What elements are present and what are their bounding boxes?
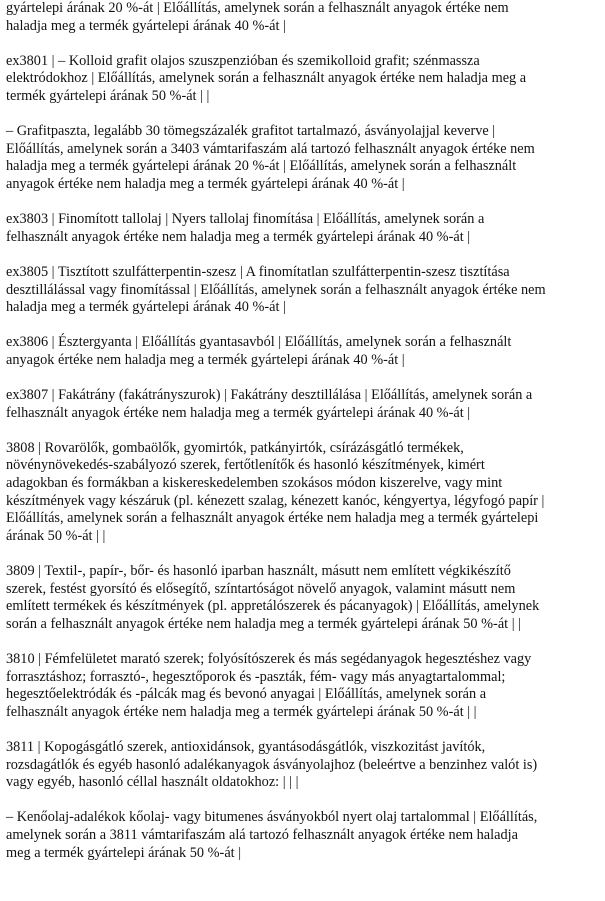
text-line: elektródokhoz | Előállítás, amelynek során a felhasznált anyagok értéke nem haladja meg a [6, 70, 527, 87]
text-line: gyártelepi árának 20 %-át | Előállítás, amelynek során a felhasznált anyagok értéke nem [6, 0, 509, 16]
paragraph-ex3805 [6, 264, 600, 317]
text-line: 3811 | Kopogásgátló szerek, antioxidánsok, gyantásodásgátlók, viszkozitást javítók, [6, 738, 486, 755]
text-line: anyagok értéke nem haladja meg a termék gyártelepi árának 40 %-át | [6, 175, 405, 192]
text-line: ex3803 | Finomított tallolaj | Nyers tallolaj finomítása | Előállítás, amelynek során a [6, 211, 485, 228]
text-line: adagokban és formákban a kiskereskedelemben szokásos módon kiszerelve, vagy mint [6, 475, 503, 492]
text-line: 3808 | Rovarölők, gombaölők, gyomirtók, patkányirtók, csírázásgátló termékek, [6, 439, 464, 456]
text-line: haladja meg a termék gyártelepi árának 20 %-át | Előállítás, amelynek során a felhasznált [6, 158, 517, 175]
paragraph-continuation [6, 0, 600, 35]
text-line: amelynek során a 3811 vámtarifaszám alá tartozó felhasznált anyagok értéke nem haladja [6, 826, 518, 843]
text-line: 3809 | Textil-, papír-, bőr- és hasonló iparban használt, másutt nem említett végkikészítő [6, 563, 511, 579]
text-line: desztillálással vagy finomítással | Előállítás, amelynek során a felhasznált anyagok értéke nem [6, 281, 546, 298]
text-line: termék gyártelepi árának 50 %-át | | [6, 87, 210, 104]
text-line: – Grafitpaszta, legalább 30 tömegszázalék grafitot tartalmazó, ásványolajjal keverve | [6, 123, 496, 140]
text-line: hegesztőelektródák és -pálcák mag és bevonó anyagai | Előállítás, amelynek során a [6, 686, 487, 703]
paragraph-ex3803 [6, 211, 600, 246]
text-line: 3810 | Fémfelületet marató szerek; folyósítószerek és más segédanyagok hegesztéshez vagy [6, 650, 532, 667]
text-line: felhasznált anyagok értéke nem haladja meg a termék gyártelepi árának 40 %-át | [6, 228, 471, 245]
text-line: ex3807 | Fakátrány (fakátrányszurok) | Fakátrány desztillálása | Előállítás, amelynek során a [6, 387, 533, 404]
text-line: vagy egyéb, hasonló céllal használt oldatokhoz: | | | [6, 774, 299, 791]
text-line: – Kenőolaj-adalékok kőolaj- vagy bitumenes ásványokból nyert olaj tartalommal | Előállítás, [6, 809, 538, 826]
text-line: szerek, festést gyorsító és elősegítő, színtartóságot növelő anyagok, valamint másutt nem [6, 580, 516, 597]
text-line: során a felhasznált anyagok értéke nem haladja meg a termék gyártelepi árának 50 %-át | | [6, 615, 522, 632]
paragraph-ex3801 [6, 53, 600, 106]
paragraph-grafitpaszta [6, 123, 600, 193]
text-line: haladja meg a termék gyártelepi árának 40 %-át | [6, 17, 286, 34]
text-line: anyagok értéke nem haladja meg a termék gyártelepi árának 40 %-át | [6, 351, 405, 368]
paragraph-3808 [6, 440, 600, 546]
text-line: haladja meg a termék gyártelepi árának 40 %-át | [6, 299, 286, 316]
paragraph-3809 [6, 563, 600, 633]
text-line: ex3805 | Tisztított szulfátterpentin-szesz | A finomítatlan szulfátterpentin-szesz tisztítása [6, 263, 510, 280]
text-line: felhasznált anyagok értéke nem haladja meg a termék gyártelepi árának 40 %-át | [6, 404, 471, 421]
paragraph-3811 [6, 739, 600, 792]
document-body [6, 0, 600, 880]
text-line: növénynövekedés-szabályozó szerek, fertőtlenítők és hasonló készítmények, kimért [6, 457, 485, 474]
paragraph-kenoolaj [6, 809, 600, 862]
text-line: rozsdagátlók és egyéb hasonló adalékanyagok ásványolajhoz (beleértve a benzinhez valót is) [6, 756, 538, 773]
text-line: Előállítás, amelynek során a felhasznált anyagok értéke nem haladja meg a termék gyártelepi [6, 510, 539, 527]
text-line: meg a termék gyártelepi árának 50 %-át | [6, 844, 242, 861]
text-line: készítmények vagy készáruk (pl. kénezett szalag, kénezett kanóc, kéngyertya, légyfogó papír | [6, 492, 545, 509]
paragraph-ex3807 [6, 387, 600, 422]
text-line: felhasznált anyagok értéke nem haladja meg a termék gyártelepi árának 50 %-át | | [6, 703, 477, 720]
text-line: Előállítás, amelynek során a 3403 vámtarifaszám alá tartozó felhasznált anyagok értéke nem [6, 140, 535, 157]
text-line: forrasztáshoz; forrasztó-, hegesztőporok és -paszták, fém- vagy más anyagtartalommal; [6, 668, 506, 685]
paragraph-ex3806 [6, 334, 600, 369]
text-line: árának 50 %-át | | [6, 527, 106, 544]
text-line: ex3806 | Észtergyanta | Előállítás gyantasavból | Előállítás, amelynek során a felhasznált [6, 334, 512, 351]
text-line: ex3801 | – Kolloid grafit olajos szuszpenzióban és szemikolloid grafit; szénmassza [6, 52, 480, 69]
paragraph-3810 [6, 651, 600, 721]
text-line: említett termékek és készítmények (pl. appretálószerek és pácanyagok) | Előállítás, amelynek [6, 598, 540, 615]
